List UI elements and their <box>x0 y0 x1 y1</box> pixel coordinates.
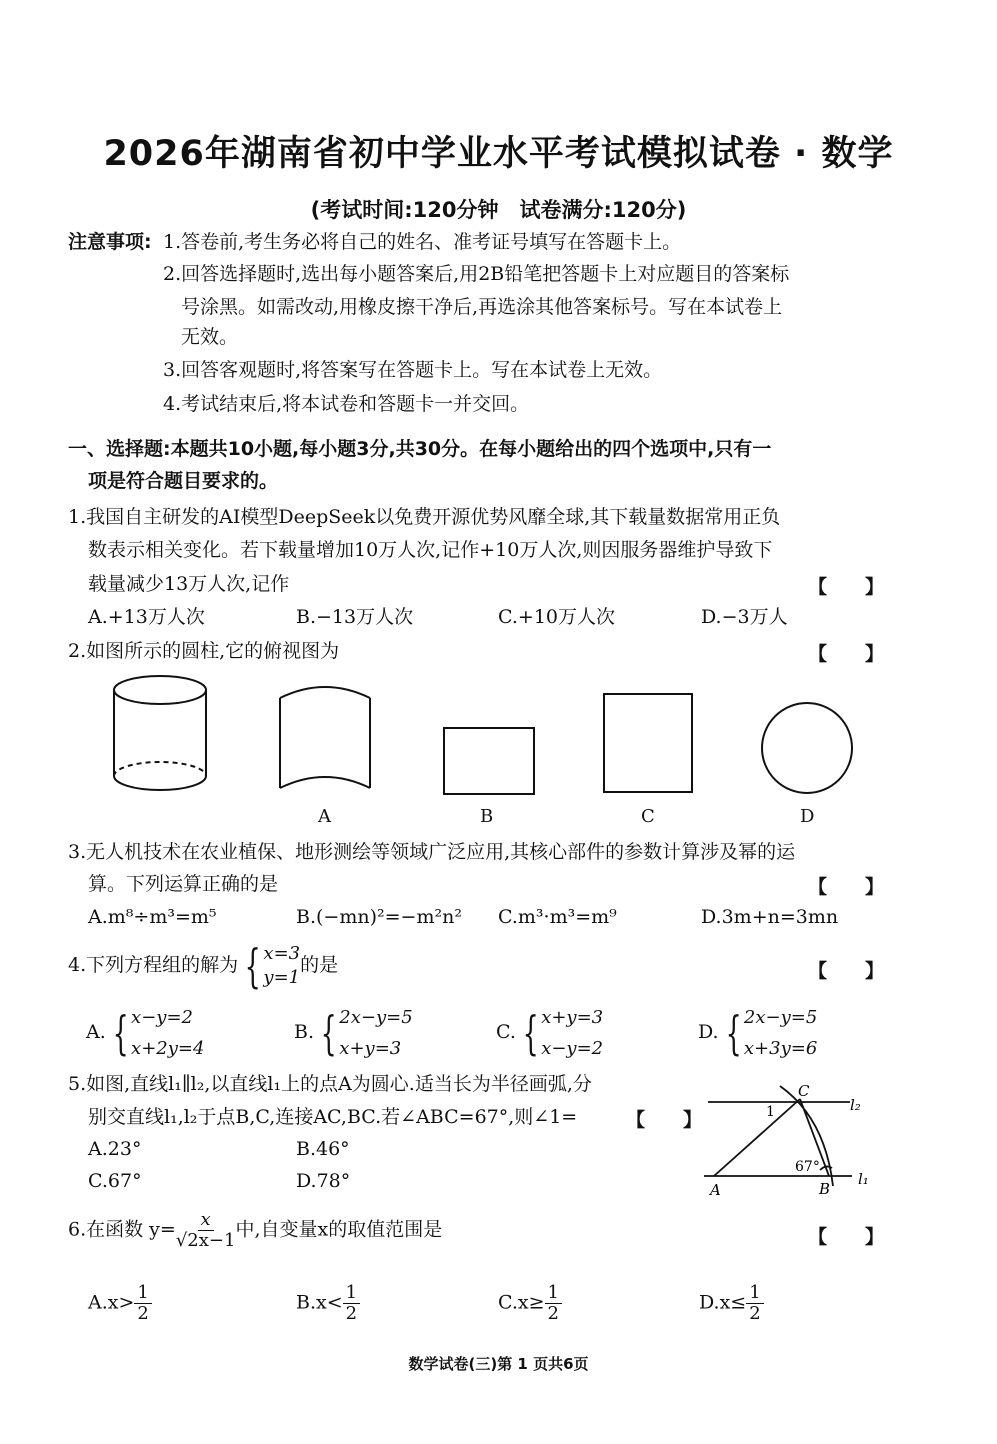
option-d: D.3m+n=3mn <box>701 906 839 928</box>
notice-item: 无效。 <box>181 326 239 348</box>
question-2-stem: 2.如图所示的圆柱,它的俯视图为 <box>68 640 340 662</box>
answer-bracket: 【 】 <box>808 576 885 598</box>
line-l2-label: l₂ <box>850 1096 861 1114</box>
q5-figure <box>700 1078 880 1203</box>
notice-item: 4.考试结束后,将本试卷和答题卡一并交回。 <box>163 393 530 415</box>
figure-label-c: C <box>641 806 655 827</box>
question-3-stem: 3.无人机技术在农业植保、地形测绘等领域广泛应用,其核心部件的参数计算涉及幂的运 <box>68 841 796 863</box>
page-title: 2026年湖南省初中学业水平考试模拟试卷 · 数学 <box>103 134 894 174</box>
solution-system: { x=3 y=1 <box>244 939 301 993</box>
option-c-figure <box>604 694 692 792</box>
question-4-stem: 4.下列方程组的解为 { x=3 y=1 的是 <box>68 939 339 993</box>
option-b: B.x< $\frac{1}{2}$ <box>296 1283 360 1324</box>
point-b-label: B <box>819 1180 831 1198</box>
notice-item: 3.回答客观题时,将答案写在答题卡上。写在本试卷上无效。 <box>163 359 663 381</box>
answer-bracket: 【 】 <box>808 960 885 982</box>
line-l1-label: l₁ <box>858 1170 869 1188</box>
cylinder-figure <box>114 676 206 790</box>
option-d: D. { 2x−y=5 x+3y=6 <box>698 1006 818 1060</box>
option-a: A.x> $\frac{1}{2}$ <box>88 1283 152 1324</box>
option-c: C.67° <box>88 1170 142 1192</box>
question-3-stem: 算。下列运算正确的是 <box>88 873 279 895</box>
option-b: B.−13万人次 <box>296 606 414 628</box>
option-a: A.m⁸÷m³=m⁵ <box>88 906 217 928</box>
section-heading-cont: 项是符合题目要求的。 <box>88 470 279 492</box>
figure-label-a: A <box>318 806 331 827</box>
option-d-figure <box>762 703 852 793</box>
answer-bracket: 【 】 <box>808 1226 885 1248</box>
question-6-stem: 6.在函数 y= $\frac{x}{√2x-1}$ 中,自变量x的取值范围是 <box>68 1209 443 1251</box>
option-d: D.−3万人 <box>701 606 788 628</box>
function-fraction: $\frac{x}{√2x-1}$ <box>175 1209 236 1251</box>
option-b-figure <box>444 728 534 794</box>
notice-label: 注意事项: <box>68 231 152 253</box>
figure-label-b: B <box>480 806 494 827</box>
question-1-stem: 载量减少13万人次,记作 <box>88 573 290 595</box>
option-a-figure <box>280 687 370 788</box>
option-a: A.+13万人次 <box>88 606 205 628</box>
option-a: A.23° <box>88 1138 142 1160</box>
option-d: D.x≤ $\frac{1}{2}$ <box>699 1283 764 1324</box>
option-b: B.(−mn)²=−m²n² <box>296 906 462 928</box>
option-a: A. { x−y=2 x+2y=4 <box>86 1006 205 1060</box>
option-b: B.46° <box>296 1138 350 1160</box>
option-b: B. { 2x−y=5 x+y=3 <box>294 1006 413 1060</box>
answer-bracket: 【 】 <box>808 876 885 898</box>
option-c: C.x≥ $\frac{1}{2}$ <box>498 1283 562 1324</box>
point-c-label: C <box>798 1082 810 1100</box>
notice-item: 1.答卷前,考生务必将自己的姓名、准考证号填写在答题卡上。 <box>163 231 682 253</box>
figure-label-d: D <box>800 806 815 827</box>
page-footer: 数学试卷(三)第 1 页共6页 <box>408 1355 589 1373</box>
angle-1-label: 1 <box>766 1104 775 1120</box>
angle-67-label: 67° <box>795 1159 820 1175</box>
point-a-label: A <box>710 1181 721 1199</box>
question-5-stem: 5.如图,直线l₁∥l₂,以直线l₁上的点A为圆心.适当长为半径画弧,分 <box>68 1073 592 1095</box>
q2-figures <box>100 668 870 803</box>
question-5-stem: 别交直线l₁,l₂于点B,C,连接AC,BC.若∠ABC=67°,则∠1= <box>88 1106 578 1128</box>
section-heading: 一、选择题:本题共10小题,每小题3分,共30分。在每小题给出的四个选项中,只有一 <box>68 438 772 460</box>
answer-bracket: 【 】 <box>808 643 885 665</box>
exam-info: (考试时间:120分钟 试卷满分:120分) <box>310 198 687 222</box>
option-c: C.m³·m³=m⁹ <box>498 906 617 928</box>
notice-item: 2.回答选择题时,选出每小题答案后,用2B铅笔把答题卡上对应题目的答案标 <box>163 263 790 285</box>
question-1-stem: 数表示相关变化。若下载量增加10万人次,记作+10万人次,则因服务器维护导致下 <box>88 539 773 561</box>
option-c: C. { x+y=3 x−y=2 <box>496 1006 604 1060</box>
notice-item: 号涂黑。如需改动,用橡皮擦干净后,再选涂其他答案标号。写在本试卷上 <box>181 296 783 318</box>
option-d: D.78° <box>296 1170 351 1192</box>
question-1-stem: 1.我国自主研发的AI模型DeepSeek以免费开源优势风靡全球,其下载量数据常用正负 <box>68 506 781 528</box>
answer-bracket: 【 】 <box>626 1109 703 1131</box>
option-c: C.+10万人次 <box>498 606 615 628</box>
